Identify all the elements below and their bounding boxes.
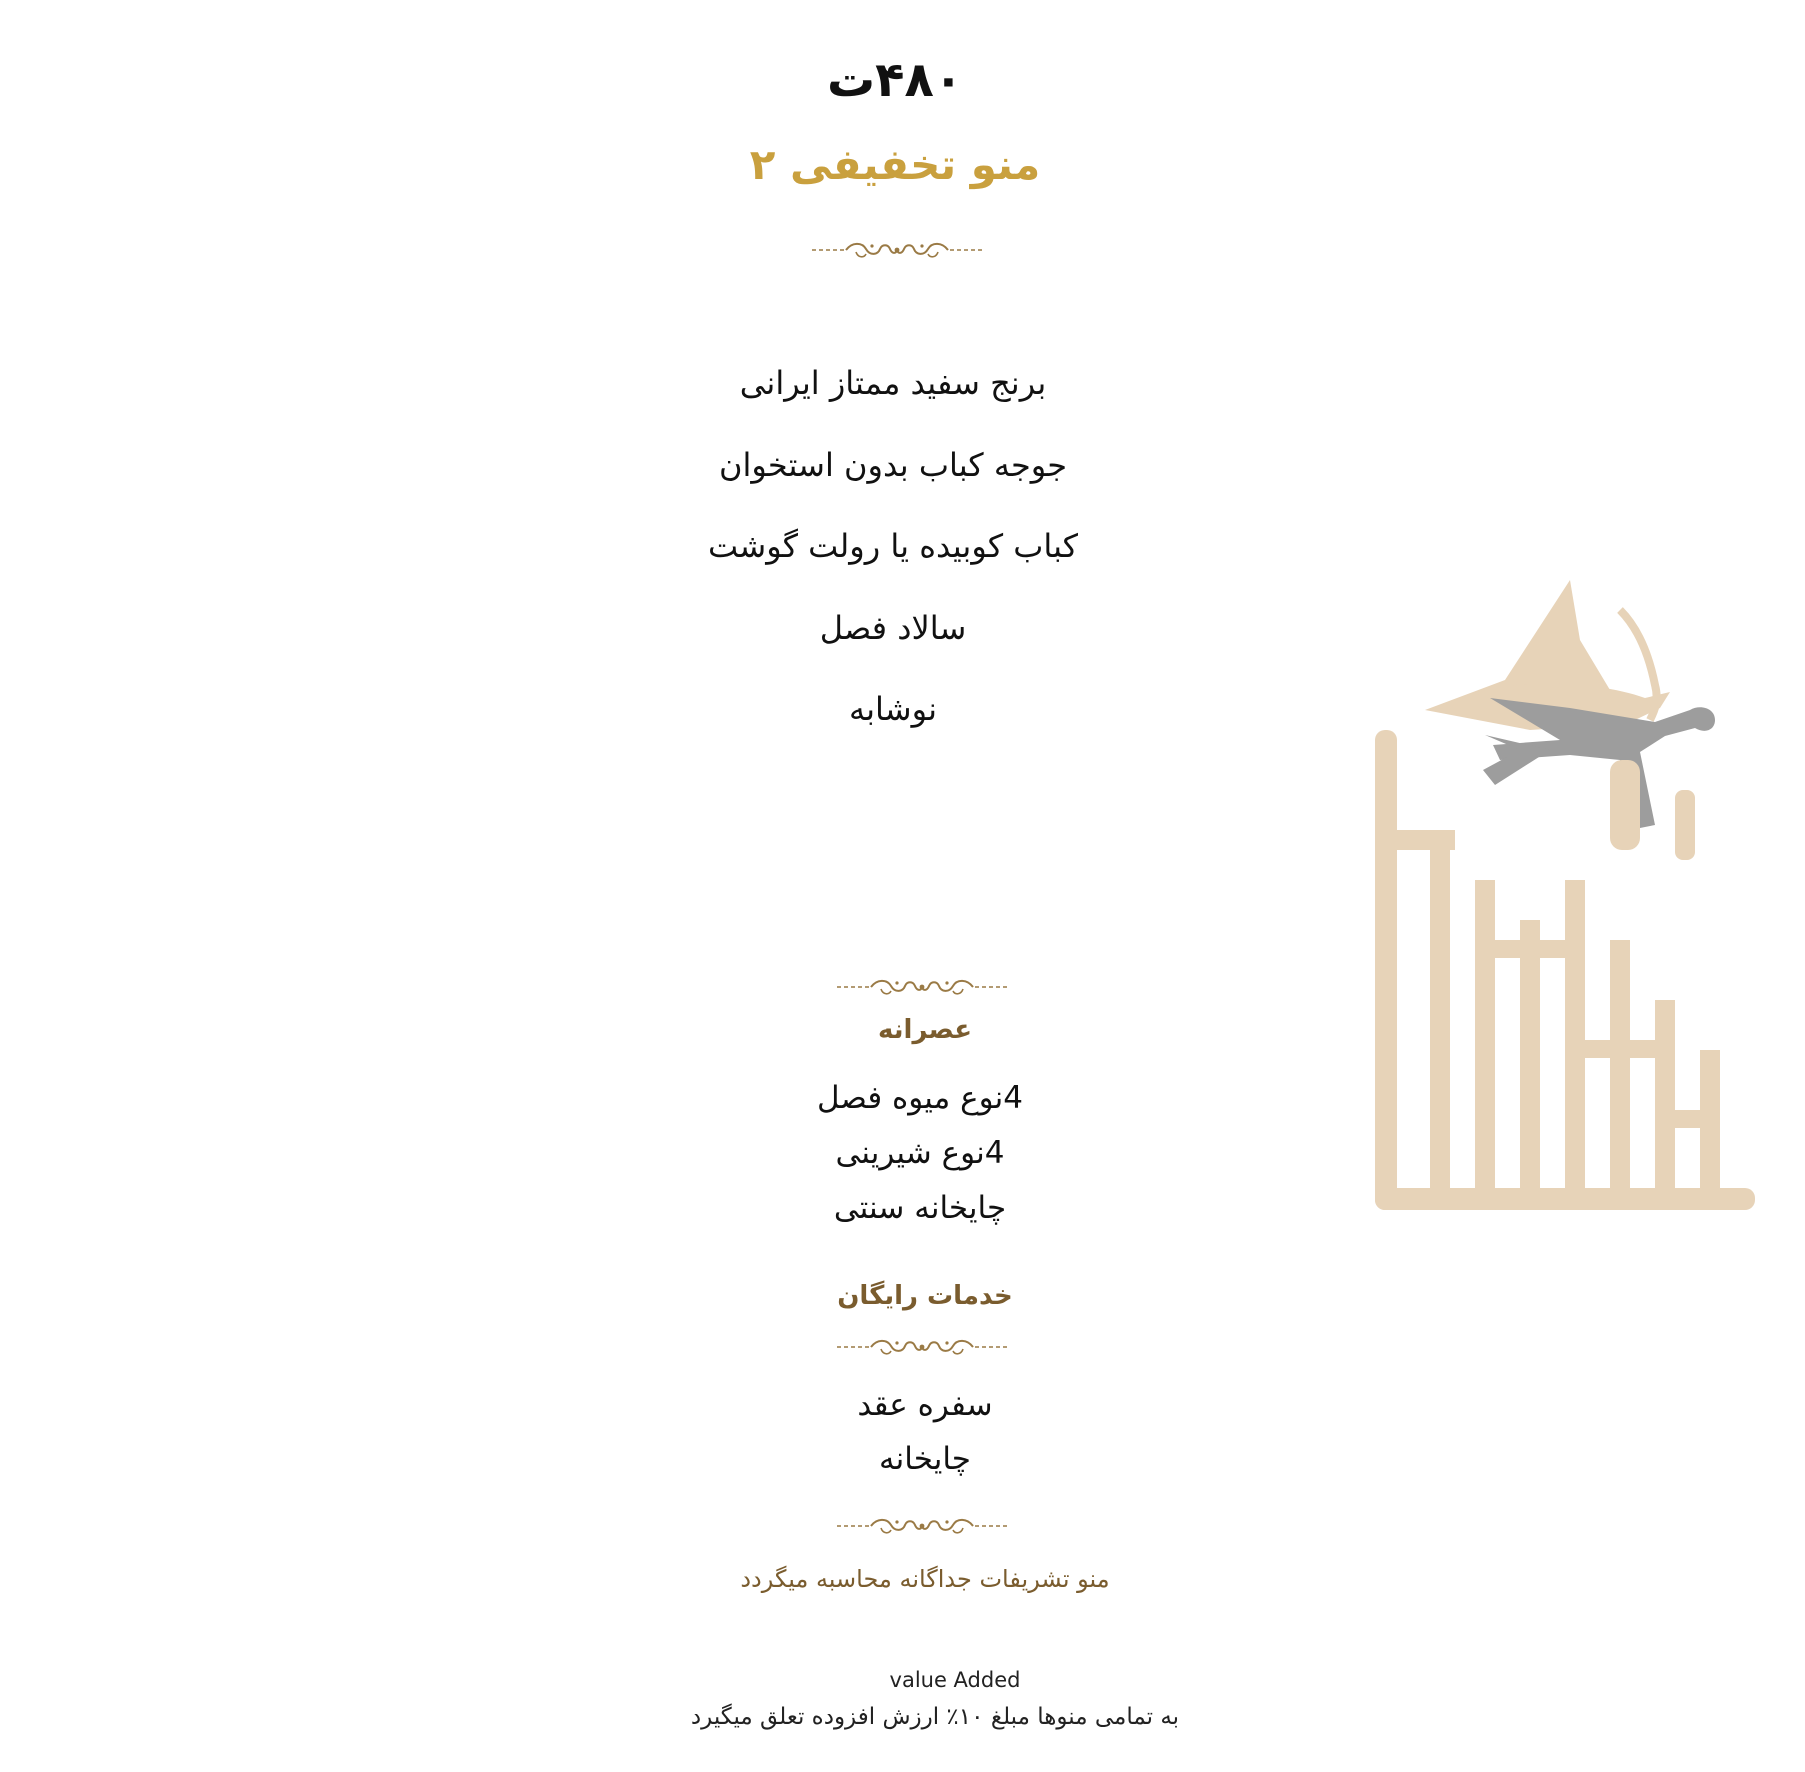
afternoon-item-fruit: 4نوع میوه فصل xyxy=(817,1080,1023,1116)
menu-item-rice: برنج سفید ممتاز ایرانی xyxy=(739,364,1047,402)
free-service-teahouse: چایخانه xyxy=(879,1441,971,1477)
vat-notice: به تمامی منوها مبلغ ۱۰٪ ارزش افزوده تعلق میگیرد xyxy=(690,1704,1180,1730)
menu-item-koobideh: کباب کوبیده یا رولت گوشت xyxy=(707,527,1079,565)
scroll-ornament-icon xyxy=(837,1516,1007,1536)
afternoon-item-sweets: 4نوع شیرینی xyxy=(835,1135,1005,1171)
menu-price: ۴۸۰ت xyxy=(826,52,964,108)
venue-logo xyxy=(1355,580,1760,1210)
ceremony-menu-note: منو تشریفات جداگانه محاسبه میگردد xyxy=(740,1565,1110,1593)
scroll-ornament-icon xyxy=(837,977,1007,997)
scroll-ornament-icon xyxy=(837,1337,1007,1357)
free-service-aghd-spread: سفره عقد xyxy=(857,1387,993,1423)
afternoon-item-teahouse: چایخانه سنتی xyxy=(833,1190,1007,1226)
menu-item-joojeh-kabab: جوجه کباب بدون استخوان xyxy=(718,446,1068,484)
menu-item-soda: نوشابه xyxy=(848,690,938,728)
afternoon-section-title: عصرانه xyxy=(878,1015,972,1045)
vat-label-english: value Added xyxy=(889,1668,1021,1692)
free-services-title: خدمات رایگان xyxy=(837,1281,1013,1311)
menu-title: منو تخفیفی ۲ xyxy=(749,140,1041,189)
scroll-ornament-icon xyxy=(812,240,982,260)
menu-item-salad: سالاد فصل xyxy=(819,609,967,647)
